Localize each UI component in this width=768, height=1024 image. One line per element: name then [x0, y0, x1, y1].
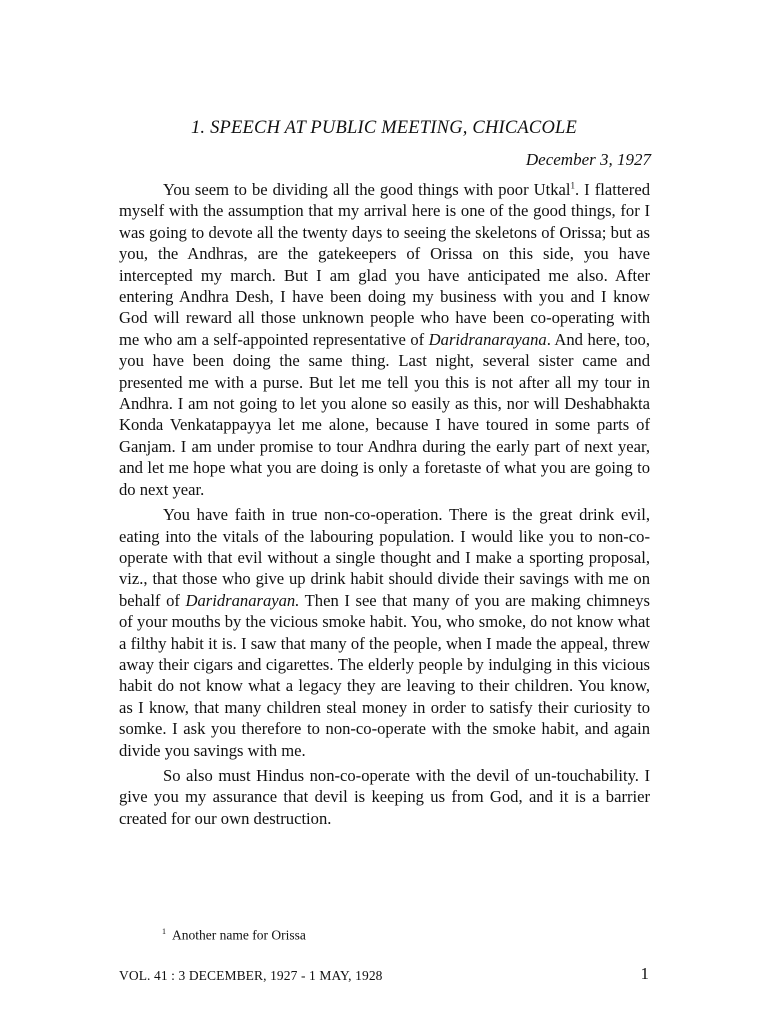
footer-volume: VOL. 41 : 3 DECEMBER, 1927 - 1 MAY, 1928: [119, 968, 383, 983]
paragraph: [119, 765, 650, 829]
paragraph: [119, 504, 650, 761]
page-number: 1: [640, 964, 649, 983]
footnote-marker: 1: [570, 180, 575, 191]
italic-term: Daridranarayan.: [185, 590, 300, 610]
speech-date: December 3, 1927: [525, 150, 651, 169]
footnote-number: 1: [162, 927, 166, 936]
text-segment: Then I see that many of you are making chimneys of your mouths by the vicious smoke habit. You, who smoke, do not know what a filthy habit it is. I saw that many of the people, when I made the appeal, threw away their cigars and cigarettes. The elderly people by indulging in this vicious habit do not know what a legacy they are leaving to their children. You know, as I know, that many children steal money in order to satisfy their curiosity to somke. I ask you therefore to non-co-operate with the smoke habit, and again divide you savings with me.: [119, 590, 650, 760]
paragraph: [119, 179, 650, 500]
text-segment: You seem to be dividing all the good things with poor Utkal: [163, 180, 571, 199]
italic-term: Daridranarayana: [428, 329, 547, 349]
text-segment: You have faith in true non-co-operation. There is the great drink evil, eating into the vitals of the labouring population. I would like you to non-co-operate with that evil without a single thought and I make a sporting proposal, viz., that those who give up drink habit should divide their savings with me on behalf of: [119, 505, 650, 610]
page-title: 1. SPEECH AT PUBLIC MEETING, CHICACOLE: [190, 118, 577, 138]
footnote: [162, 927, 306, 944]
text-segment: So also must Hindus non-co-operate with the devil of un-touchability. I give you my assurance that devil is keeping us from God, and it is a barrier created for our own destruction.: [119, 765, 650, 828]
text-segment: . I flattered myself with the assumption that my arrival here is one of the good things, for I was going to devote all the twenty days to seeing the skeletons of Orissa; but as you, the Andhras, are the gatekeepers of Orissa on this side, you have intercepted my march. But I am glad you have anticipated me also. After entering Andhra Desh, I have been doing my business with you and I know God will reward all those unknown people who have been co-operating with me who am a self-appointed representative of: [119, 180, 650, 349]
text-segment: . And here, too, you have been doing the same thing. Last night, several sister came and presented me with a purse. But let me tell you this is not after all my tour in Andhra. I am not going to let you alone so easily as this, nor will Deshabhakta Konda Venkatappayya let me alone, because I have toured in some parts of Ganjam. I am under promise to tour Andhra during the early part of next year, and let me hope what you are doing is only a foretaste of what you are going to do next year.: [119, 329, 650, 499]
footnote-text: Another name for Orissa: [172, 927, 306, 943]
body-text: [119, 179, 650, 833]
